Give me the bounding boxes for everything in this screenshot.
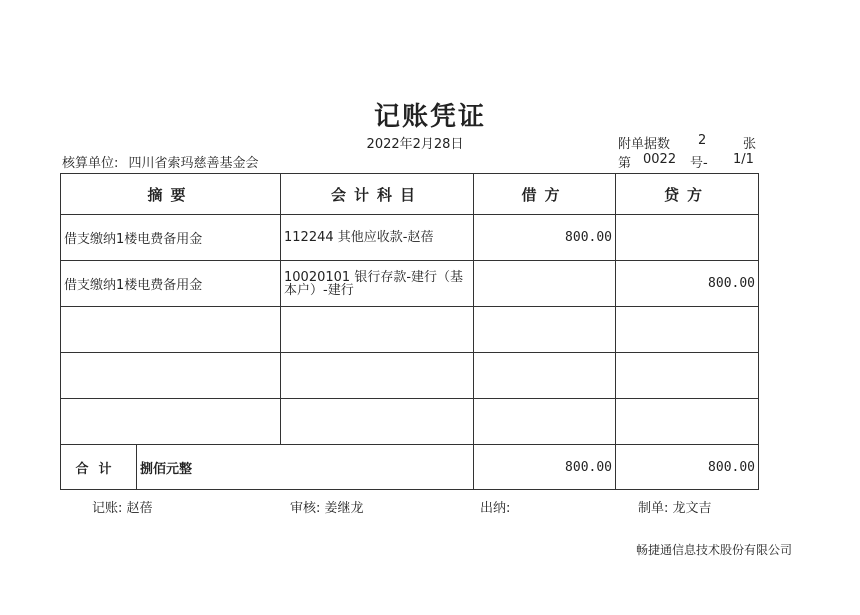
total-debit: 800.00 [474,445,616,490]
entry-credit [616,307,759,353]
entry-credit [616,215,759,261]
voucher-suffix: 号- [690,156,708,171]
header-account: 会计科目 [281,174,474,215]
bookkeeper-name: 赵蓓 [126,501,153,516]
attachments-label: 附单据数 [618,137,671,152]
attachments-unit: 张 [743,137,757,152]
table-row [61,353,759,399]
total-amount-words: 捌佰元整 [137,445,474,490]
accounting-unit-label: 核算单位: [62,156,119,171]
total-label: 合计 [61,445,137,490]
total-credit: 800.00 [616,445,759,490]
entry-debit [474,307,616,353]
table-row [61,307,759,353]
entry-credit [616,353,759,399]
accounting-unit-value: 四川省索玛慈善基金会 [128,156,259,171]
voucher-date: 2022年2月28日 [366,137,464,152]
reviewer-name: 姜继龙 [324,501,364,516]
entry-summary [61,353,281,399]
attachments-count: 2 [698,133,707,148]
voucher-table [60,173,759,490]
entry-summary: 借支缴纳1楼电费备用金 [61,261,281,307]
entry-account: 10020101 银行存款-建行（基本户）-建行 [281,261,474,307]
bookkeeper-signature [92,497,153,516]
entry-debit: 800.00 [474,215,616,261]
voucher-title: 记账凭证 [373,102,486,132]
entry-debit [474,353,616,399]
reviewer-label: 审核: [290,501,321,516]
software-vendor-footer: 畅捷通信息技术股份有限公司 [635,543,792,557]
entry-summary [61,399,281,445]
table-row [61,399,759,445]
entry-credit: 800.00 [616,261,759,307]
preparer-name: 龙文吉 [672,501,712,516]
table-row [61,261,759,307]
table-row [61,215,759,261]
entry-summary [61,307,281,353]
header-credit: 贷方 [616,174,759,215]
total-row [61,445,759,490]
entry-summary: 借支缴纳1楼电费备用金 [61,215,281,261]
voucher-number: 0022 [643,152,677,167]
header-summary: 摘要 [61,174,281,215]
table-header-row [61,174,759,215]
entry-account [281,307,474,353]
header-debit: 借方 [474,174,616,215]
cashier-signature [480,497,510,516]
voucher-prefix: 第 [618,156,632,171]
entry-debit [474,261,616,307]
cashier-label: 出纳: [480,501,511,516]
preparer-label: 制单: [638,501,669,516]
voucher-page: 1/1 [733,152,754,167]
entry-credit [616,399,759,445]
entry-account [281,353,474,399]
entry-account: 112244 其他应收款-赵蓓 [281,215,474,261]
preparer-signature [638,497,712,516]
entry-debit [474,399,616,445]
entry-account [281,399,474,445]
accounting-unit [62,152,259,171]
reviewer-signature [290,497,364,516]
bookkeeper-label: 记账: [92,501,123,516]
